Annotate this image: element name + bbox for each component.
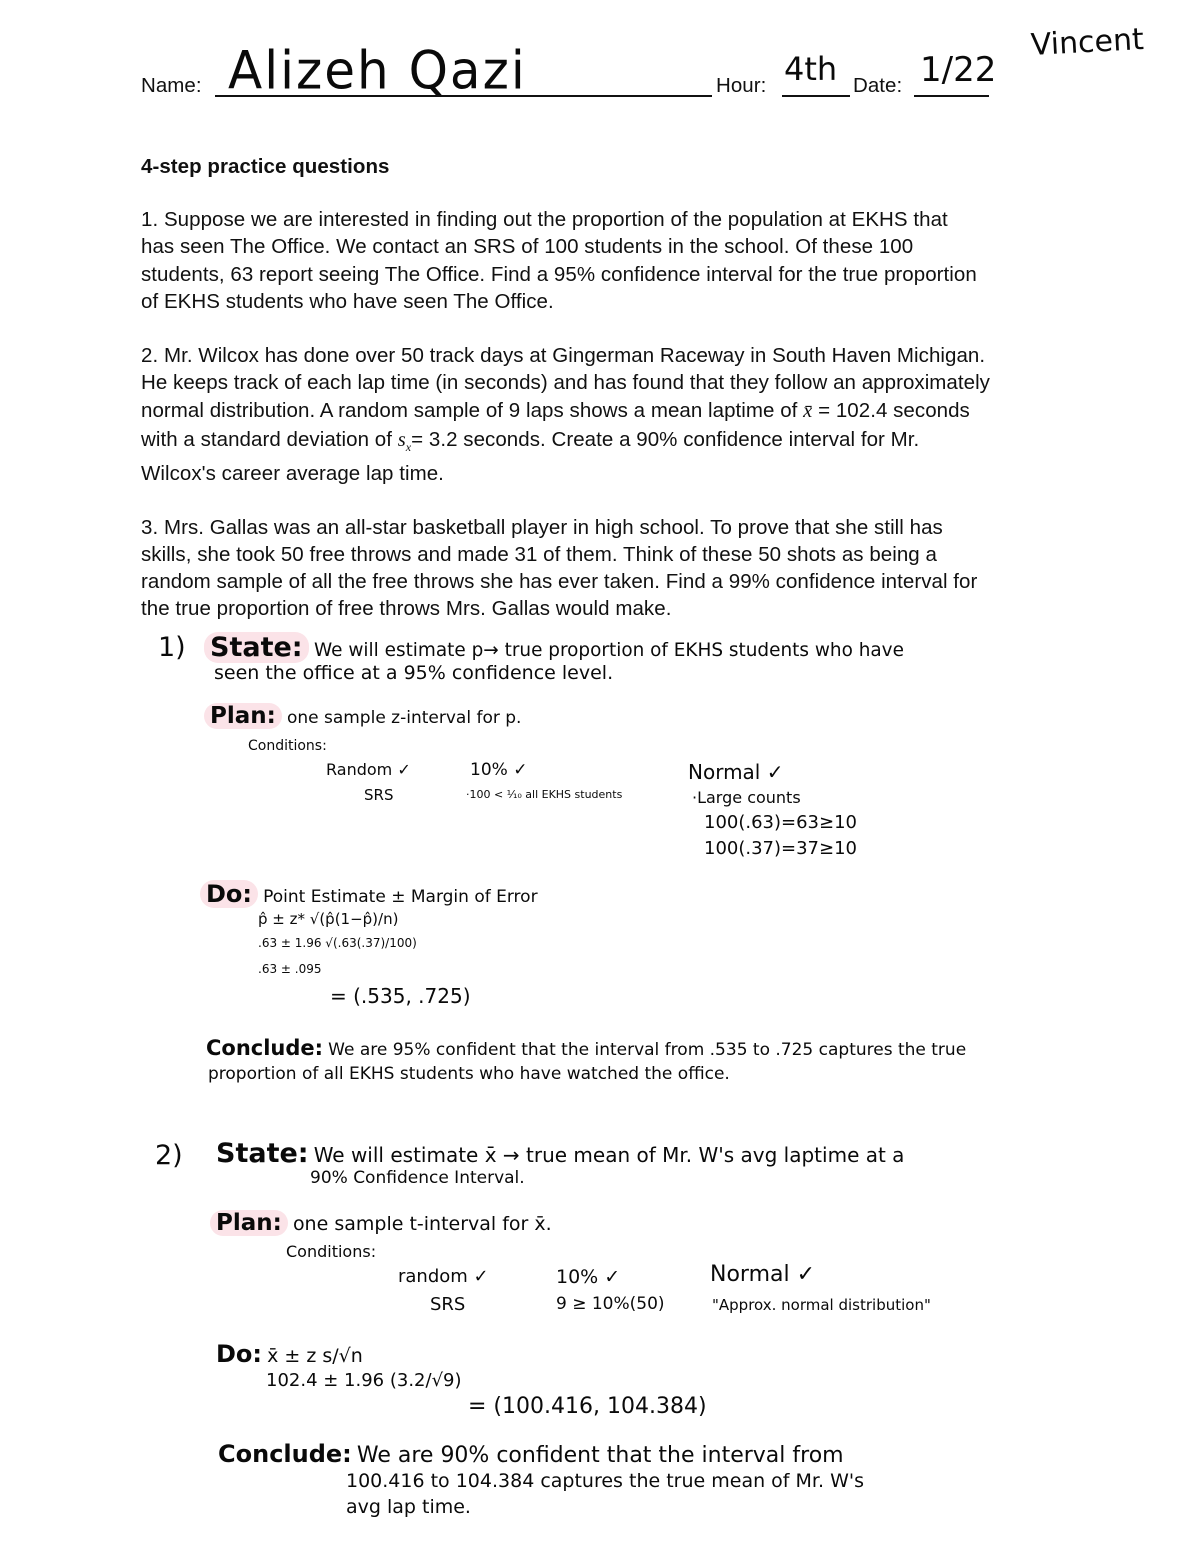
page-title: 4-step practice questions <box>141 155 390 178</box>
question-3-line-4: the true proportion of free throws Mrs. Gallas would make. <box>141 597 672 620</box>
condition-normal-sub-2: 100(.63)=63≥10 <box>704 812 857 833</box>
do-result: = (.535, .725) <box>330 984 471 1008</box>
date-underline <box>914 95 989 97</box>
do-formula-2: .63 ± 1.96 √(.63(.37)/100) <box>258 936 417 950</box>
hour-value: 4th <box>784 50 838 88</box>
question-2-line-2: He keeps track of each lap time (in seconds) and has found that they follow an approximately <box>141 371 990 394</box>
condition-random: Random ✓ <box>326 760 411 779</box>
condition-normal-2: Normal ✓ <box>710 1262 816 1287</box>
do-formula-1: x̄ ± z s/√n <box>267 1345 363 1367</box>
question-2-line-3 <box>141 397 970 425</box>
plan-text: one sample z-interval for p. <box>286 708 522 728</box>
do-formula-3: .63 ± .095 <box>258 962 322 976</box>
date-label: Date: <box>853 74 903 97</box>
s-symbol: s <box>397 429 406 451</box>
state-text: We will estimate p→ true proportion of EKHS students who have <box>313 639 904 661</box>
state-label: State: <box>216 1138 309 1169</box>
conclude-text: We are 90% confident that the interval from <box>356 1443 844 1468</box>
do-label: Do: <box>200 880 258 908</box>
conclude-label: Conclude: <box>206 1036 324 1060</box>
question-1-line-1: 1. Suppose we are interested in finding out the proportion of the population at EKHS that <box>141 208 948 231</box>
hour-underline <box>782 95 850 97</box>
state-label: State: <box>204 632 309 663</box>
x-bar-symbol: x̄ <box>803 400 813 422</box>
condition-ten-2: 10% ✓ <box>556 1266 621 1288</box>
answer-1-state-line-2: seen the office at a 95% confidence level. <box>214 662 614 684</box>
state-text: We will estimate x̄ → true mean of Mr. W's avg laptime at a <box>313 1143 905 1167</box>
plan-label: Plan: <box>210 1210 288 1236</box>
do-label: Do: <box>216 1340 263 1368</box>
answer-2-state <box>216 1138 904 1169</box>
hour-label: Hour: <box>716 74 767 97</box>
question-1-line-4: of EKHS students who have seen The Office. <box>141 290 554 313</box>
condition-normal-sub-1: ·Large counts <box>692 788 801 807</box>
conditions-label: Conditions: <box>248 738 327 754</box>
answer-1-do <box>206 880 538 908</box>
plan-text: one sample t-interval for x̄. <box>292 1213 552 1235</box>
plan-label: Plan: <box>204 703 282 729</box>
question-1-line-3: students, 63 report seeing The Office. Find a 95% confidence interval for the true proportion <box>141 263 977 286</box>
condition-normal: Normal ✓ <box>688 760 784 784</box>
question-2-line-3-pre: normal distribution. A random sample of 9 laps shows a mean laptime of <box>141 399 804 422</box>
condition-random-sub-2: SRS <box>430 1294 466 1315</box>
condition-random-2: random ✓ <box>398 1266 489 1287</box>
name-value: Alizeh Qazi <box>228 40 527 101</box>
corner-name: Vincent <box>1030 22 1145 63</box>
conditions-label-2: Conditions: <box>286 1242 377 1261</box>
do-formula-1: p̂ ± z* √(p̂(1−p̂)/n) <box>258 910 399 928</box>
answer-2-do <box>216 1340 363 1368</box>
answer-2-plan <box>216 1210 552 1236</box>
condition-random-sub: SRS <box>364 786 394 804</box>
question-1-line-2: has seen The Office. We contact an SRS of 100 students in the school. Of these 100 <box>141 235 914 258</box>
answer-1-number: 1) <box>158 632 186 663</box>
answer-2-conclude <box>218 1440 844 1468</box>
question-3-line-2: skills, she took 50 free throws and made 31 of them. Think of these 50 shots as being a <box>141 543 937 566</box>
do-formula-2b: 102.4 ± 1.96 (3.2/√9) <box>266 1370 462 1391</box>
question-2-line-4-post: = 3.2 seconds. Create a 90% confidence interval for Mr. <box>411 428 920 451</box>
question-2-line-1: 2. Mr. Wilcox has done over 50 track days at Gingerman Raceway in South Haven Michigan. <box>141 344 986 367</box>
s-subscript: x <box>405 440 412 455</box>
answer-1-plan <box>210 703 521 729</box>
answer-1-conclude-line-2: proportion of all EKHS students who have watched the office. <box>208 1064 730 1084</box>
do-result-2: = (100.416, 104.384) <box>468 1394 707 1419</box>
question-3-line-1: 3. Mrs. Gallas was an all-star basketball player in high school. To prove that she still has <box>141 516 943 539</box>
answer-1-state <box>210 632 922 663</box>
condition-ten: 10% ✓ <box>470 760 528 780</box>
name-label: Name: <box>141 74 202 97</box>
condition-normal-sub-3: 100(.37)=37≥10 <box>704 838 857 859</box>
answer-2-conclude-line-3: avg lap time. <box>346 1496 471 1518</box>
conclude-label: Conclude: <box>218 1440 352 1468</box>
condition-normal-sub-2b: "Approx. normal distribution" <box>712 1296 931 1314</box>
question-2-line-5: Wilcox's career average lap time. <box>141 462 444 485</box>
date-value: 1/22 <box>920 50 997 90</box>
condition-ten-sub: ·100 < ⅒ all EKHS students <box>466 788 623 801</box>
question-2-line-3-post: = 102.4 seconds <box>812 399 970 422</box>
question-2-line-4 <box>141 426 919 461</box>
condition-ten-sub-2: 9 ≥ 10%(50) <box>556 1294 665 1314</box>
answer-2-state-line-2: 90% Confidence Interval. <box>310 1168 525 1188</box>
do-text: Point Estimate ± Margin of Error <box>263 887 538 907</box>
answer-2-conclude-line-2: 100.416 to 104.384 captures the true mean of Mr. W's <box>346 1470 864 1492</box>
conclude-text: We are 95% confident that the interval from .535 to .725 captures the true <box>328 1040 967 1060</box>
answer-2-number: 2) <box>155 1140 183 1171</box>
question-3-line-3: random sample of all the free throws she has ever taken. Find a 99% confidence interval for <box>141 570 978 593</box>
answer-1-conclude <box>206 1036 966 1060</box>
question-2-line-4-pre: with a standard deviation of <box>141 428 398 451</box>
